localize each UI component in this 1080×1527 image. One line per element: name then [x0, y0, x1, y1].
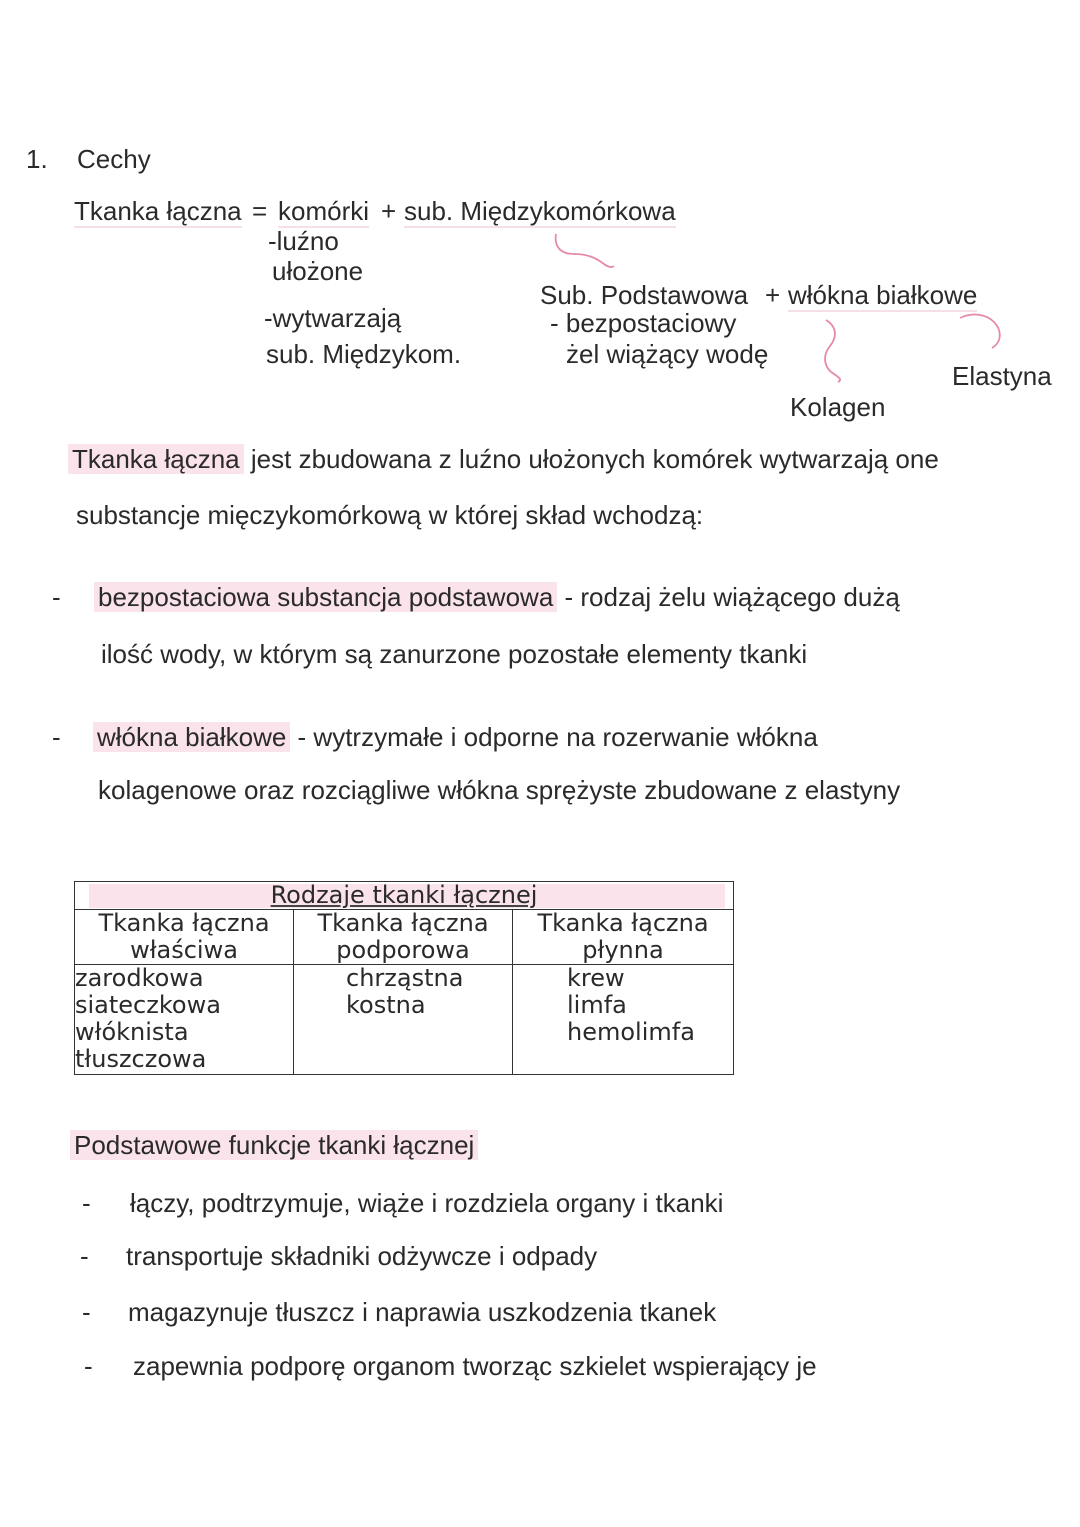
curl-arrow-matrix [552, 232, 616, 272]
paragraph-line-2: substancje mięczykomórkową w której skład wchodzą: [76, 500, 704, 530]
component-line [93, 722, 818, 752]
table-header-line: właściwa [130, 936, 238, 964]
matrix-fibers: włókna białkowe [788, 280, 978, 310]
section-number: 1. [26, 144, 48, 174]
function-dash: - [82, 1188, 91, 1218]
component-line [94, 582, 900, 612]
table-cell [75, 965, 294, 1075]
equation-eq: = [252, 196, 268, 226]
functions-title: Podstawowe funkcje tkanki łącznej [70, 1130, 478, 1160]
table-item: zarodkowa [75, 964, 204, 992]
table-header-cell [513, 910, 734, 965]
table-cell [294, 965, 513, 1075]
component-dash: - [52, 722, 61, 752]
matrix-ground: Sub. Podstawowa [540, 280, 749, 310]
table-item: hemolimfa [567, 1018, 695, 1046]
equation-matrix: sub. Międzykomórkowa [404, 196, 676, 226]
component-continuation: kolagenowe oraz rozciągliwe włókna sprężyste zbudowane z elastyny [98, 775, 901, 805]
ground-note-b: żel wiążący wodę [566, 339, 769, 369]
table-header-line: płynna [582, 936, 664, 964]
curl-arrow-collagen [818, 318, 848, 384]
table-cell [513, 965, 734, 1075]
function-dash: - [80, 1241, 89, 1271]
cells-note-1a: -luźno [268, 226, 339, 256]
table-item: chrząstna [346, 964, 464, 992]
table-caption-cell [75, 882, 734, 910]
tissue-types-table [74, 881, 734, 1075]
component-desc: - wytrzymałe i odporne na rozerwanie włókna [290, 722, 818, 752]
paragraph-line-1 [68, 444, 939, 474]
paragraph-highlight: Tkanka łączna [68, 444, 244, 474]
function-item: transportuje składniki odżywcze i odpady [126, 1241, 598, 1271]
table-header-line: Tkanka łączna [537, 909, 709, 937]
table-header-line: Tkanka łączna [98, 909, 270, 937]
equation-plus: + [381, 196, 397, 226]
table-item: limfa [567, 991, 627, 1019]
function-item: łączy, podtrzymuje, wiąże i rozdziela organy i tkanki [130, 1188, 724, 1218]
component-term: bezpostaciowa substancja podstawowa [94, 582, 557, 612]
function-dash: - [84, 1351, 93, 1381]
paragraph-rest: jest zbudowana z luźno ułożonych komórek wytwarzają one [243, 444, 939, 474]
component-continuation: ilość wody, w którym są zanurzone pozostałe elementy tkanki [101, 639, 808, 669]
table-caption: Rodzaje tkanki łącznej [270, 881, 538, 909]
table-header-cell [294, 910, 513, 965]
table-item: krew [567, 964, 625, 992]
cells-note-2a: -wytwarzają [264, 303, 402, 333]
table-item: włóknista [75, 1018, 189, 1046]
cells-note-1b: ułożone [272, 256, 364, 286]
matrix-plus: + [765, 280, 781, 310]
table-header-line: podporowa [336, 936, 470, 964]
table-item: siateczkowa [75, 991, 221, 1019]
equation-left: Tkanka łączna [74, 196, 242, 226]
table-item: kostna [346, 991, 426, 1019]
fiber-collagen: Kolagen [790, 392, 886, 422]
component-term: włókna białkowe [93, 722, 290, 752]
component-desc: - rodzaj żelu wiążącego dużą [557, 582, 900, 612]
cells-note-2b: sub. Międzykom. [266, 339, 462, 369]
equation-cells: komórki [278, 196, 370, 226]
ground-note-a: - bezpostaciowy [550, 308, 737, 338]
function-item: zapewnia podporę organom tworząc szkielet wspierający je [133, 1351, 817, 1381]
curl-arrow-elastin [958, 312, 1004, 352]
function-item: magazynuje tłuszcz i naprawia uszkodzenia tkanek [128, 1297, 717, 1327]
table-header-cell [75, 910, 294, 965]
section-heading: Cechy [77, 144, 151, 174]
function-dash: - [82, 1297, 91, 1327]
fiber-elastin: Elastyna [952, 361, 1052, 391]
component-dash: - [52, 582, 61, 612]
table-item: tłuszczowa [75, 1045, 207, 1073]
table-header-line: Tkanka łączna [317, 909, 489, 937]
